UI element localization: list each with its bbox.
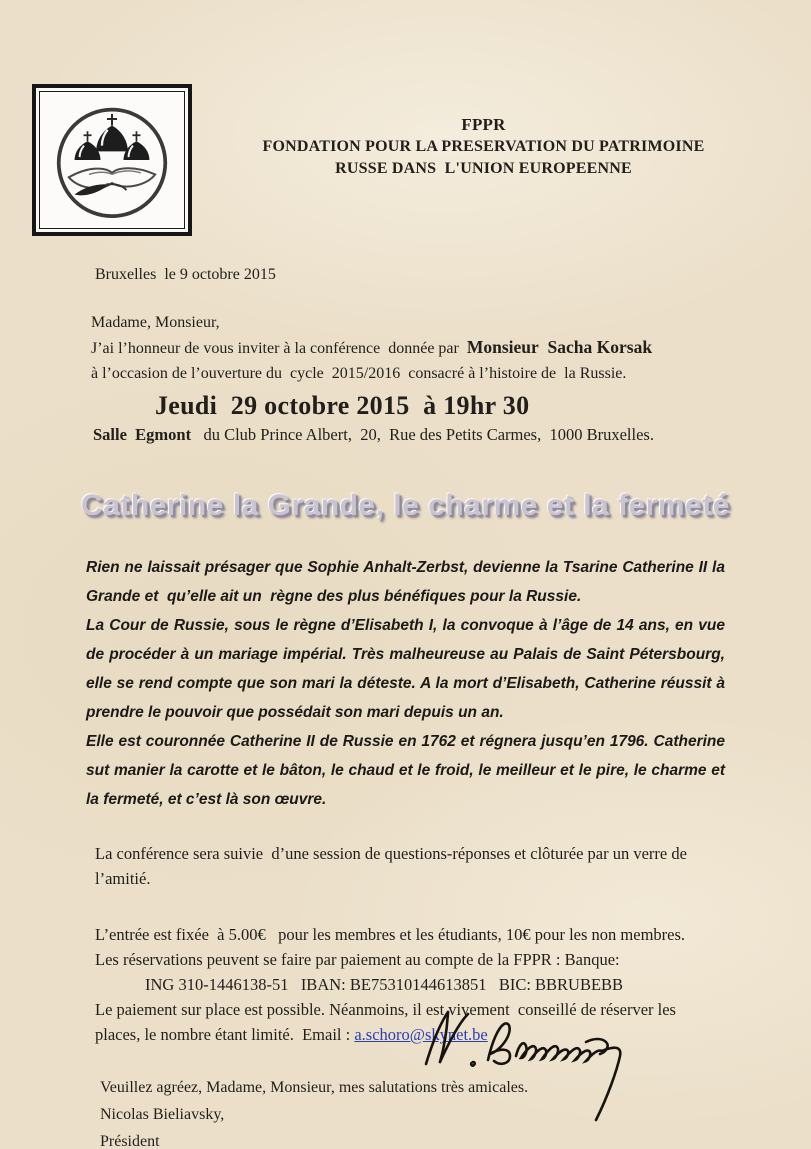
fppr-logo-frame xyxy=(32,84,192,236)
bank-account-line: ING 310-1446138-51 IBAN: BE75310144613851 BIC: BBRUBEBB xyxy=(145,975,624,994)
conference-note-line2: l’amitié. xyxy=(95,869,151,888)
signer-title: Président xyxy=(100,1133,160,1149)
conference-title: Catherine la Grande, le charme et la fermeté xyxy=(81,489,730,522)
abstract-block xyxy=(86,553,725,814)
signature-strokes-icon xyxy=(418,998,648,1128)
abstract-paragraph-3: Elle est couronnée Catherine II de Russie en 1762 et régnera jusqu’en 1796. Catherine sut manier la carotte et le bâton, le chaud et le froid, le meilleur et le pire, le charme et la fermeté, et c’est là son œuvre. xyxy=(86,733,725,808)
foundation-name-line1: FONDATION POUR LA PRESERVATION DU PATRIMOINE xyxy=(262,138,705,155)
foundation-name-line2: RUSSE DANS L'UNION EUROPEENNE xyxy=(335,160,632,177)
invitation-line2: à l’occasion de l’ouverture du cycle 2015/2016 consacré à l’histoire de la Russie. xyxy=(91,365,627,382)
venue-room: Salle Egmont xyxy=(93,425,200,444)
salutation: Madame, Monsieur, xyxy=(91,314,220,331)
foundation-abbr: FPPR xyxy=(461,115,506,134)
dateline: Bruxelles le 9 octobre 2015 xyxy=(95,266,276,283)
abstract-paragraph-1: Rien ne laissait présager que Sophie Anhalt-Zerbst, devienne la Tsarine Catherine II la Grande et qu’elle ait un règne des plus bénéfiques pour la Russie. xyxy=(86,559,725,605)
fppr-logo xyxy=(39,91,185,229)
onion-domes-book-icon xyxy=(40,88,184,232)
payment-line2-text: places, le nombre étant limité. Email : xyxy=(95,1025,355,1044)
signer-name: Nicolas Bieliavsky, xyxy=(100,1106,225,1123)
conference-note xyxy=(95,841,751,891)
event-datetime: Jeudi 29 octobre 2015 à 19hr 30 xyxy=(155,391,530,420)
closing-formula: Veuillez agréez, Madame, Monsieur, mes salutations très amicales. xyxy=(100,1079,529,1096)
invitation-line1 xyxy=(91,335,771,361)
entry-fee-line: L’entrée est fixée à 5.00€ pour les membres et les étudiants, 10€ pour les non membres. xyxy=(95,925,686,944)
speaker-name: Monsieur Sacha Korsak xyxy=(466,337,653,357)
event-venue xyxy=(93,425,771,445)
reservation-line: Les réservations peuvent se faire par paiement au compte de la FPPR : Banque: xyxy=(95,950,620,969)
letterhead xyxy=(0,0,811,236)
reservation-email-link[interactable]: a.schoro@skynet.be xyxy=(354,1025,488,1044)
foundation-name-block xyxy=(192,84,775,180)
conference-note-line1: La conférence sera suivie d’une session de questions-réponses et clôturée par un verre de xyxy=(95,844,687,863)
abstract-paragraph-2: La Cour de Russie, sous le règne d’Elisabeth I, la convoque à l’âge de 14 ans, en vue de procéder à un mariage impérial. Très malheureuse au Palais de Saint Pétersbourg, elle se rend compte que son mari la déteste. A la mort d’Elisabeth, Catherine réussit à prendre le pouvoir que possédait son mari depuis un an. xyxy=(86,617,725,721)
venue-address: du Club Prince Albert, 20, Rue des Petits Carmes, 1000 Bruxelles. xyxy=(199,425,654,444)
invitation-text: J’ai l’honneur de vous inviter à la conférence donnée par xyxy=(91,340,467,357)
pricing-block xyxy=(95,922,761,972)
handwritten-signature xyxy=(418,998,648,1128)
payment-line1: Le paiement sur place est possible. Néanmoins, il est vivement conseillé de réserver les xyxy=(95,1000,676,1019)
